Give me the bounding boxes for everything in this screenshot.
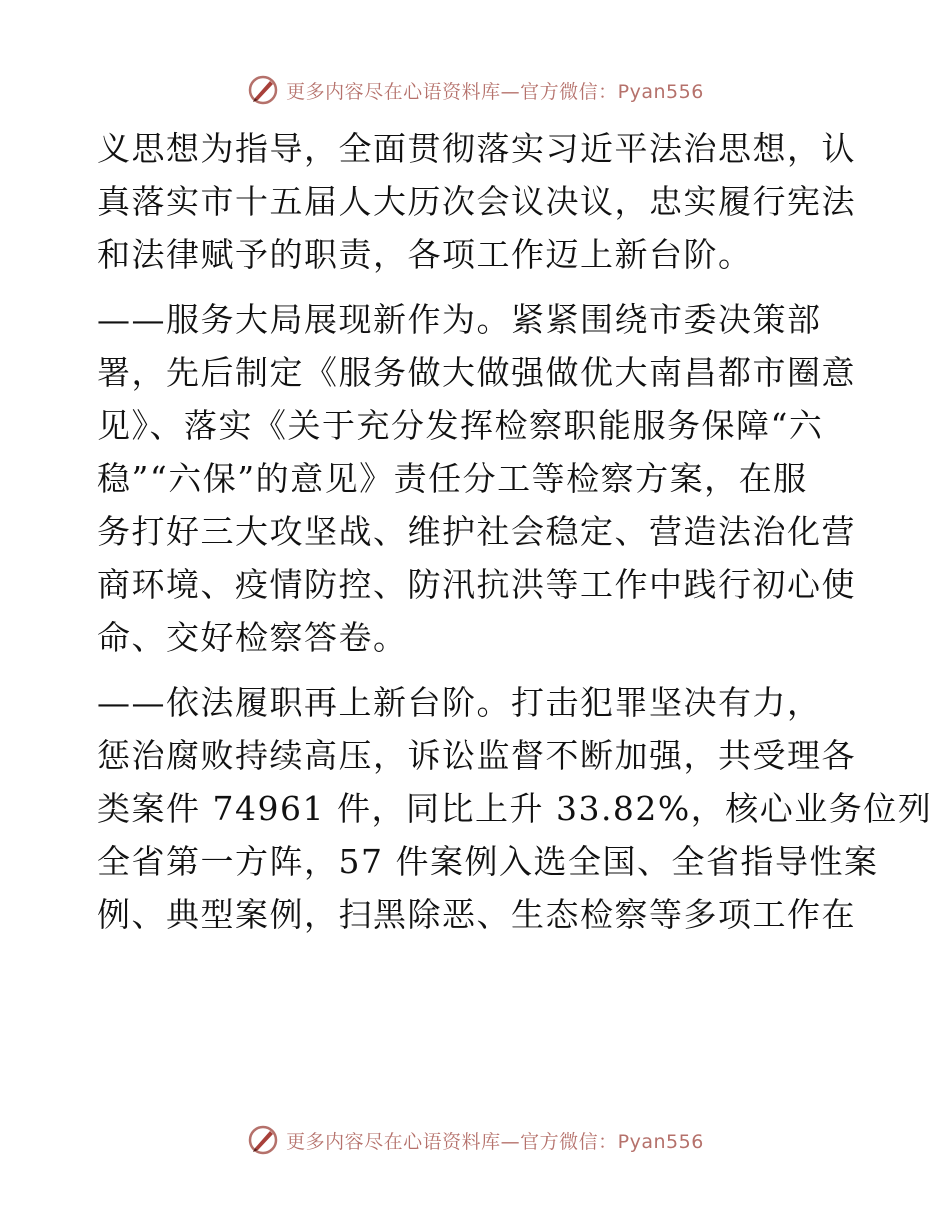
text-line: 类案件 74961 件，同比上升 33.82%，核心业务位列 [97,789,933,828]
text-line: 全省第一方阵，57 件案例入选全国、全省指导性案 [97,842,879,881]
paragraph-2 [97,293,857,664]
footer-watermark [0,1120,950,1160]
text-line: 署，先后制定《服务做大做强做优大南昌都市圈意 [97,353,856,392]
quill-pen-logo-icon [246,1123,280,1157]
text-line: 和法律赋予的职责，各项工作迈上新台阶。 [97,235,753,274]
text-line: ——依法履职再上新台阶。打击犯罪坚决有力， [97,683,822,722]
paragraph-3 [97,676,933,941]
header-watermark [0,70,950,110]
watermark-text: 更多内容尽在心语资料库—官方微信：Pyan556 [286,1130,704,1153]
watermark-text: 更多内容尽在心语资料库—官方微信：Pyan556 [286,80,704,103]
text-line: 例、典型案例，扫黑除恶、生态检察等多项工作在 [97,895,856,934]
text-line: 命、交好检察答卷。 [97,618,408,657]
text-line: 见》、落实《关于充分发挥检察职能服务保障“六 [97,406,824,445]
text-line: 义思想为指导，全面贯彻落实习近平法治思想，认 [97,129,856,168]
text-line: 稳”“六保”的意见》责任分工等检察方案，在服 [97,459,808,498]
text-line: 惩治腐败持续高压，诉讼监督不断加强，共受理各 [97,736,856,775]
text-line: 务打好三大攻坚战、维护社会稳定、营造法治化营 [97,512,856,551]
paragraph-1 [97,122,857,281]
text-line: 真落实市十五届人大历次会议决议，忠实履行宪法 [97,182,856,221]
document-body [97,122,933,941]
quill-pen-logo-icon [246,73,280,107]
text-line: ——服务大局展现新作为。紧紧围绕市委决策部 [97,300,822,339]
text-line: 商环境、疫情防控、防汛抗洪等工作中践行初心使 [97,565,856,604]
